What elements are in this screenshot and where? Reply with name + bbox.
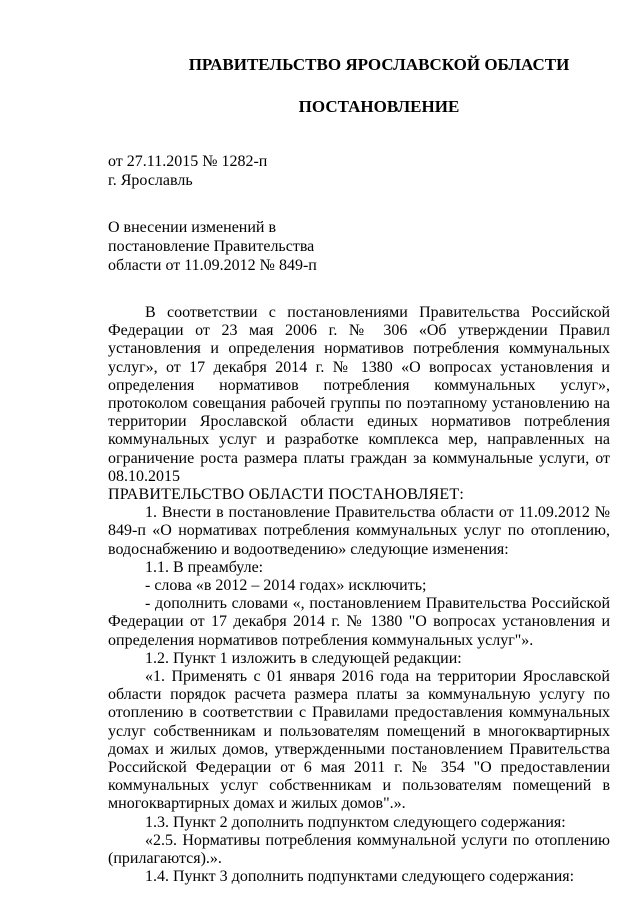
item-1-4: 1.4. Пункт 3 дополнить подпунктами следующего содержания:: [145, 868, 575, 886]
item-1-1-a: - слова «в 2012 – 2014 годах» исключить;: [145, 577, 427, 595]
item-1-2: 1.2. Пункт 1 изложить в следующей редакции:: [145, 649, 462, 667]
city: г. Ярославль: [108, 172, 193, 189]
item-1: 1. Внести в постановление Правительства области от 11.09.2012 № 849-п «О нормативах потребления коммунальных услуг по отоплению, водоснабжению и водоотведению» следующие изменения:: [108, 504, 610, 558]
subject-line-2: постановление Правительства: [108, 238, 315, 255]
document-body: [108, 304, 610, 887]
government-title: ПРАВИТЕЛЬСТВО ЯРОСЛАВСКОЙ ОБЛАСТИ: [188, 55, 570, 74]
preamble-paragraph: В соответствии с постановлениями Правительства Российской Федерации от 23 мая 2006 г. № 306 «Об утверждении Правил установления и определения нормативов потребления коммунальных услуг», от 17 декабря 2014 г. № 1380 «О вопросах установления и определения нормативов потребления коммунальных услуг», протоколом совещания рабочей группы по поэтапному установлению на территории Ярославской области единых нормативов потребления коммунальных услуг и разработке комплекса мер, направленных на ограничение роста размера платы граждан за коммунальные услуги, от 08.10.2015: [108, 304, 610, 485]
item-1-1: 1.1. В преамбуле:: [145, 558, 264, 576]
date-number: от 27.11.2015 № 1282-п: [108, 153, 268, 170]
document-type-title: ПОСТАНОВЛЕНИЕ: [298, 97, 460, 116]
subject-line-3: области от 11.09.2012 № 849-п: [108, 257, 317, 274]
item-1-3: 1.3. Пункт 2 дополнить подпунктом следующего содержания:: [145, 813, 566, 831]
item-1-1-b: - дополнить словами «, постановлением Правительства Российской Федерации от 17 декабря 2014 г. № 1380 "О вопросах установления и определения нормативов потребления коммунальных услуг"».: [108, 595, 610, 649]
subject-line-1: О внесении изменений в: [108, 219, 277, 236]
item-1-3-text: «2.5. Нормативы потребления коммунальной услуги по отоплению (прилагаются).».: [108, 831, 610, 868]
item-1-2-text: «1. Применять с 01 января 2016 года на территории Ярославской области порядок расчета размера платы за коммунальную услугу по отоплению в соответствии с Правилами предоставления коммунальных услуг собственникам и пользователям помещений в многоквартирных домах и жилых домов, утвержденными постановлением Правительства Российской Федерации от 6 мая 2011 г. № 354 "О предоставлении коммунальных услуг собственникам и пользователям помещений в многоквартирных домах и жилых домов".».: [108, 668, 610, 813]
resolves-heading: ПРАВИТЕЛЬСТВО ОБЛАСТИ ПОСТАНОВЛЯЕТ:: [108, 486, 464, 504]
